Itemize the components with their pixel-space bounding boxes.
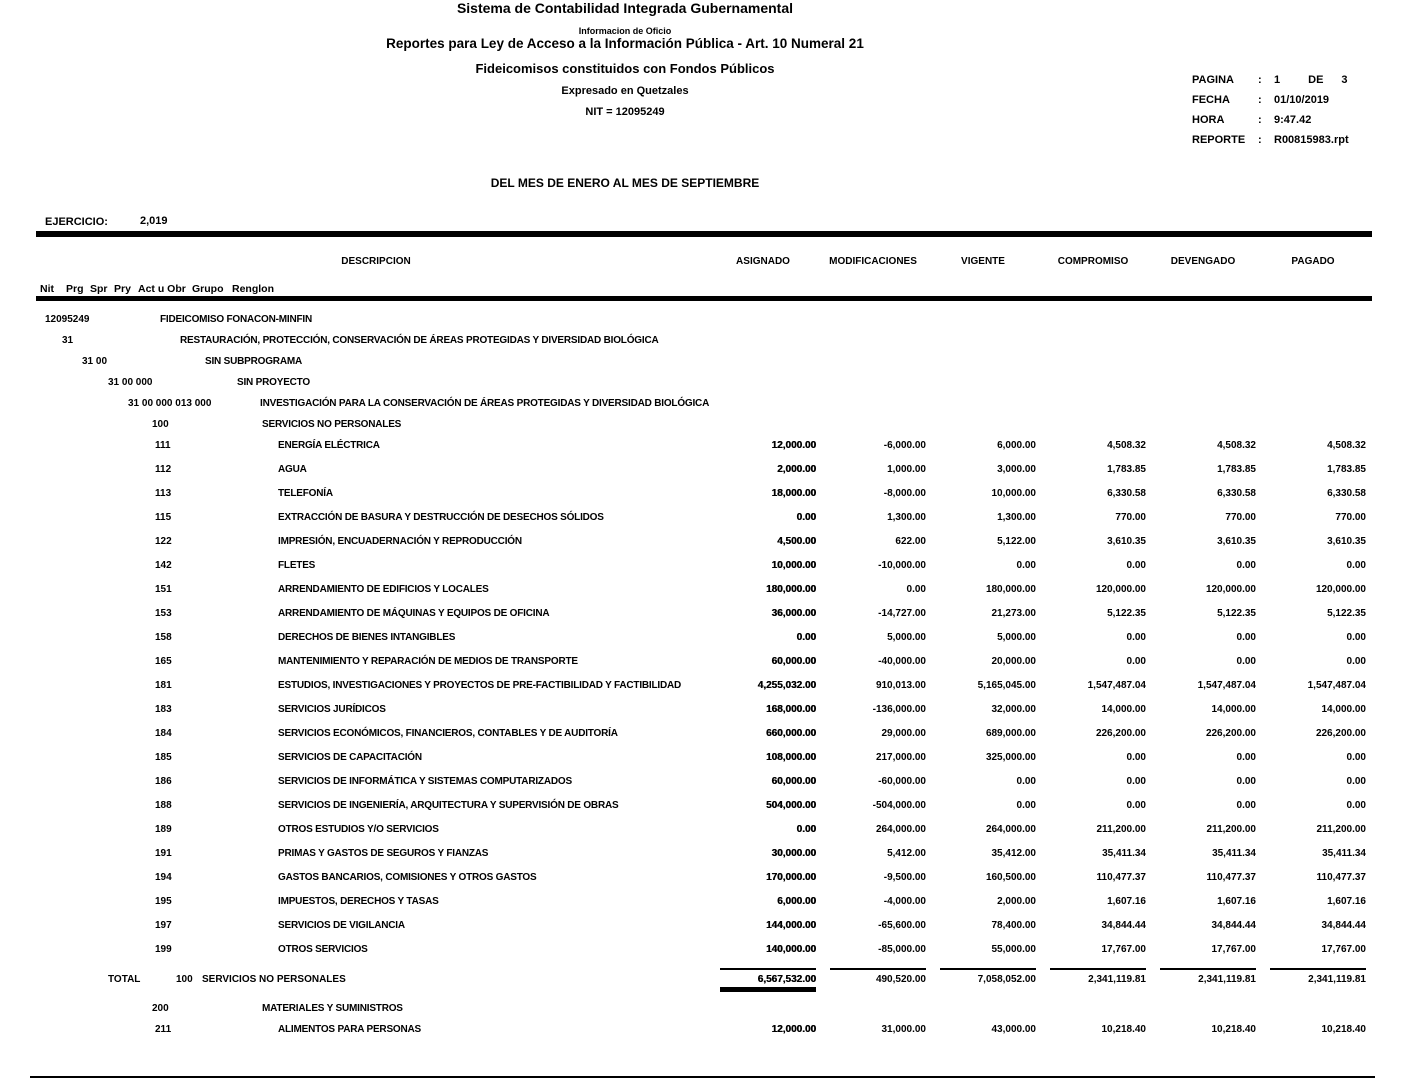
amount-modificaciones: -85,000.00 bbox=[878, 944, 926, 955]
amount-vigente: 5,122.00 bbox=[997, 536, 1036, 547]
amount-modificaciones: -60,000.00 bbox=[878, 776, 926, 787]
table-row-prg bbox=[36, 335, 1396, 346]
amount-devengado: 5,122.35 bbox=[1217, 608, 1256, 619]
amount-asignado: 660,000.00 bbox=[765, 728, 816, 739]
amount-compromiso: 6,330.58 bbox=[1107, 488, 1146, 499]
amount-devengado: 0.00 bbox=[1236, 776, 1256, 787]
report-currency-note: Expresado en Quetzales bbox=[561, 85, 689, 97]
table-row-renglon bbox=[36, 944, 1396, 955]
meta-reporte-label: REPORTE bbox=[1192, 134, 1246, 146]
table-header-row bbox=[36, 256, 1368, 267]
amount-asignado: 12,000.00 bbox=[771, 440, 816, 451]
amount-compromiso: 0.00 bbox=[1126, 632, 1146, 643]
total-amount-compromiso: 2,341,119.81 bbox=[1038, 968, 1148, 987]
row-code: 197 bbox=[155, 920, 172, 931]
amount-modificaciones: -8,000.00 bbox=[883, 488, 926, 499]
column-header-pagado: PAGADO bbox=[1291, 256, 1335, 267]
row-description: SERVICIOS DE INFORMÁTICA Y SISTEMAS COMPUTARIZADOS bbox=[278, 776, 572, 787]
row-description: PRIMAS Y GASTOS DE SEGUROS Y FIANZAS bbox=[278, 848, 489, 859]
amount-pagado: 0.00 bbox=[1346, 632, 1366, 643]
column-header-compromiso: COMPROMISO bbox=[1057, 256, 1129, 267]
amount-vigente: 35,412.00 bbox=[991, 848, 1036, 859]
table-row-grupo bbox=[36, 419, 1396, 430]
amount-compromiso: 0.00 bbox=[1126, 776, 1146, 787]
report-period: DEL MES DE ENERO AL MES DE SEPTIEMBRE bbox=[490, 176, 760, 190]
amount-compromiso: 34,844.44 bbox=[1101, 920, 1146, 931]
table-row-renglon bbox=[36, 512, 1396, 523]
amount-modificaciones: 910,013.00 bbox=[875, 680, 926, 691]
amount-devengado: 226,200.00 bbox=[1205, 728, 1256, 739]
amount-asignado: 168,000.00 bbox=[765, 704, 816, 715]
amount-vigente: 20,000.00 bbox=[991, 656, 1036, 667]
amount-vigente: 180,000.00 bbox=[985, 584, 1036, 595]
amount-compromiso: 1,783.85 bbox=[1107, 464, 1146, 475]
row-code: 195 bbox=[155, 896, 172, 907]
amount-pagado: 226,200.00 bbox=[1315, 728, 1366, 739]
report-titles bbox=[0, 0, 1250, 118]
table-row-act bbox=[36, 398, 1396, 409]
amount-vigente: 264,000.00 bbox=[985, 824, 1036, 835]
row-code: 188 bbox=[155, 800, 172, 811]
row-code: 189 bbox=[155, 824, 172, 835]
amount-asignado: 10,000.00 bbox=[771, 560, 816, 571]
table-row-renglon bbox=[36, 608, 1396, 619]
amount-vigente: 32,000.00 bbox=[991, 704, 1036, 715]
table-row-renglon bbox=[36, 872, 1396, 883]
table-row-renglon bbox=[36, 464, 1396, 475]
amount-vigente: 3,000.00 bbox=[997, 464, 1036, 475]
meta-colon: : bbox=[1258, 114, 1262, 126]
amount-devengado: 1,547,487.04 bbox=[1197, 680, 1256, 691]
row-description: FIDEICOMISO FONACON-MINFIN bbox=[160, 314, 313, 325]
column-header-devengado: DEVENGADO bbox=[1170, 256, 1236, 267]
table-row-renglon bbox=[36, 632, 1396, 643]
total-group-code: 100 bbox=[176, 974, 193, 985]
table-row-renglon bbox=[36, 680, 1396, 691]
row-description: ESTUDIOS, INVESTIGACIONES Y PROYECTOS DE PRE-FACTIBILIDAD Y FACTIBILIDAD bbox=[278, 680, 682, 691]
row-description: ALIMENTOS PARA PERSONAS bbox=[278, 1024, 422, 1035]
amount-pagado: 3,610.35 bbox=[1327, 536, 1366, 547]
report-nit: NIT = 12095249 bbox=[585, 106, 665, 118]
table-row-renglon bbox=[36, 920, 1396, 931]
amount-devengado: 0.00 bbox=[1236, 800, 1256, 811]
page-bottom-rule bbox=[30, 1076, 1375, 1078]
amount-vigente: 2,000.00 bbox=[997, 896, 1036, 907]
amount-compromiso: 14,000.00 bbox=[1101, 704, 1146, 715]
amount-devengado: 211,200.00 bbox=[1206, 824, 1256, 835]
amount-asignado: 144,000.00 bbox=[765, 920, 816, 931]
meta-hora-label: HORA bbox=[1192, 114, 1225, 126]
row-code: 199 bbox=[155, 944, 172, 955]
amount-devengado: 0.00 bbox=[1236, 752, 1256, 763]
amount-pagado: 1,547,487.04 bbox=[1307, 680, 1366, 691]
row-code: 211 bbox=[155, 1024, 172, 1035]
amount-modificaciones: -4,000.00 bbox=[883, 896, 926, 907]
meta-total-pages: 3 bbox=[1341, 74, 1348, 86]
code-header-pry: Pry bbox=[114, 283, 131, 295]
amount-devengado: 17,767.00 bbox=[1211, 944, 1256, 955]
meta-de-label: DE bbox=[1308, 74, 1324, 86]
amount-compromiso: 5,122.35 bbox=[1107, 608, 1146, 619]
code-header-grupo: Grupo bbox=[192, 283, 224, 295]
amount-modificaciones: 0.00 bbox=[906, 584, 926, 595]
row-description: INVESTIGACIÓN PARA LA CONSERVACIÓN DE ÁREAS PROTEGIDAS Y DIVERSIDAD BIOLÓGICA bbox=[260, 398, 710, 409]
meta-pagina-value: 1 DE 3 bbox=[1274, 74, 1348, 86]
amount-modificaciones: -9,500.00 bbox=[883, 872, 926, 883]
row-description: IMPRESIÓN, ENCUADERNACIÓN Y REPRODUCCIÓN bbox=[278, 536, 522, 547]
amount-modificaciones: 1,300.00 bbox=[887, 512, 926, 523]
amount-compromiso: 226,200.00 bbox=[1095, 728, 1146, 739]
row-code: 112 bbox=[155, 464, 172, 475]
amount-modificaciones: 217,000.00 bbox=[875, 752, 926, 763]
amount-devengado: 3,610.35 bbox=[1217, 536, 1256, 547]
amount-devengado: 4,508.32 bbox=[1217, 440, 1256, 451]
amount-pagado: 211,200.00 bbox=[1316, 824, 1366, 835]
table-row-renglon bbox=[36, 488, 1396, 499]
amount-modificaciones: 31,000.00 bbox=[881, 1024, 926, 1035]
amount-asignado: 36,000.00 bbox=[771, 608, 816, 619]
amount-modificaciones: 5,000.00 bbox=[887, 632, 926, 643]
row-description: ARRENDAMIENTO DE MÁQUINAS Y EQUIPOS DE OFICINA bbox=[278, 608, 550, 619]
row-description: SERVICIOS JURÍDICOS bbox=[278, 704, 386, 715]
table-row-nit bbox=[36, 314, 1396, 325]
amount-vigente: 21,273.00 bbox=[991, 608, 1036, 619]
amount-asignado: 180,000.00 bbox=[765, 584, 816, 595]
row-code: 151 bbox=[155, 584, 172, 595]
amount-pagado: 17,767.00 bbox=[1321, 944, 1366, 955]
meta-fecha bbox=[1192, 94, 1349, 106]
meta-hora-value: 9:47.42 bbox=[1274, 114, 1312, 126]
amount-pagado: 0.00 bbox=[1346, 752, 1366, 763]
amount-modificaciones: 1,000.00 bbox=[887, 464, 926, 475]
amount-modificaciones: 29,000.00 bbox=[881, 728, 926, 739]
amount-pagado: 10,218.40 bbox=[1321, 1024, 1366, 1035]
amount-pagado: 110,477.37 bbox=[1316, 872, 1366, 883]
row-code: 31 00 000 013 000 bbox=[128, 398, 212, 409]
report-subtitle-oficio: Informacion de Oficio bbox=[578, 26, 672, 36]
row-code: 142 bbox=[155, 560, 172, 571]
table-row-renglon bbox=[36, 440, 1396, 451]
ejercicio-label: EJERCICIO: bbox=[45, 216, 108, 228]
row-code: 158 bbox=[155, 632, 172, 643]
row-description: EXTRACCIÓN DE BASURA Y DESTRUCCIÓN DE DESECHOS SÓLIDOS bbox=[278, 512, 604, 523]
row-code: 186 bbox=[155, 776, 172, 787]
code-header-act-u-obr: Act u Obr bbox=[138, 283, 186, 295]
total-amount-asignado: 6,567,532.00 bbox=[708, 968, 818, 992]
amount-asignado: 4,255,032.00 bbox=[757, 680, 816, 691]
amount-modificaciones: -14,727.00 bbox=[878, 608, 926, 619]
amount-modificaciones: -40,000.00 bbox=[878, 656, 926, 667]
amount-asignado: 0.00 bbox=[796, 632, 816, 643]
amount-devengado: 0.00 bbox=[1236, 632, 1256, 643]
amount-vigente: 10,000.00 bbox=[991, 488, 1036, 499]
row-code: 191 bbox=[155, 848, 172, 859]
column-header-asignado: ASIGNADO bbox=[736, 256, 790, 267]
row-code: 31 bbox=[62, 335, 74, 346]
amount-modificaciones: -10,000.00 bbox=[878, 560, 926, 571]
amount-asignado: 0.00 bbox=[796, 824, 816, 835]
amount-devengado: 1,783.85 bbox=[1217, 464, 1256, 475]
row-code: 183 bbox=[155, 704, 172, 715]
row-code: 185 bbox=[155, 752, 172, 763]
total-amount-pagado: 2,341,119.81 bbox=[1258, 968, 1368, 987]
amount-asignado: 170,000.00 bbox=[765, 872, 816, 883]
amount-compromiso: 770.00 bbox=[1115, 512, 1146, 523]
code-header-spr: Spr bbox=[90, 283, 108, 295]
header-rule-top bbox=[36, 231, 1372, 237]
row-description: OTROS SERVICIOS bbox=[278, 944, 368, 955]
amount-devengado: 770.00 bbox=[1225, 512, 1256, 523]
amount-devengado: 0.00 bbox=[1236, 656, 1256, 667]
amount-pagado: 0.00 bbox=[1346, 776, 1366, 787]
amount-compromiso: 3,610.35 bbox=[1107, 536, 1146, 547]
row-code: 153 bbox=[155, 608, 172, 619]
table-row-grupo bbox=[36, 1003, 1396, 1014]
column-header-vigente: VIGENTE bbox=[961, 256, 1005, 267]
amount-asignado: 4,500.00 bbox=[777, 536, 816, 547]
header-rule-bottom bbox=[36, 296, 1372, 301]
amount-devengado: 110,477.37 bbox=[1206, 872, 1256, 883]
meta-colon: : bbox=[1258, 94, 1262, 106]
row-description: RESTAURACIÓN, PROTECCIÓN, CONSERVACIÓN DE ÁREAS PROTEGIDAS Y DIVERSIDAD BIOLÓGICA bbox=[180, 335, 659, 346]
amount-compromiso: 0.00 bbox=[1126, 752, 1146, 763]
amount-compromiso: 4,508.32 bbox=[1107, 440, 1146, 451]
row-description: SERVICIOS ECONÓMICOS, FINANCIEROS, CONTABLES Y DE AUDITORÍA bbox=[278, 728, 618, 739]
amount-pagado: 14,000.00 bbox=[1321, 704, 1366, 715]
total-amount-modificaciones: 490,520.00 bbox=[818, 968, 928, 987]
amount-asignado: 0.00 bbox=[796, 512, 816, 523]
row-code: 184 bbox=[155, 728, 172, 739]
amount-devengado: 0.00 bbox=[1236, 560, 1256, 571]
amount-devengado: 14,000.00 bbox=[1211, 704, 1256, 715]
row-description: SERVICIOS DE CAPACITACIÓN bbox=[278, 752, 422, 763]
report-rows bbox=[36, 310, 1396, 1048]
row-code: 113 bbox=[155, 488, 172, 499]
row-code: 200 bbox=[152, 1003, 169, 1014]
amount-compromiso: 1,547,487.04 bbox=[1087, 680, 1146, 691]
amount-vigente: 325,000.00 bbox=[985, 752, 1036, 763]
total-group-description: SERVICIOS NO PERSONALES bbox=[202, 974, 346, 985]
total-label: TOTAL bbox=[108, 974, 141, 985]
amount-devengado: 120,000.00 bbox=[1205, 584, 1256, 595]
row-code: 115 bbox=[155, 512, 172, 523]
row-description: AGUA bbox=[278, 464, 307, 475]
amount-asignado: 140,000.00 bbox=[765, 944, 816, 955]
meta-fecha-value: 01/10/2019 bbox=[1274, 94, 1330, 106]
table-row-renglon bbox=[36, 536, 1396, 547]
code-header-renglon: Renglon bbox=[232, 283, 274, 295]
meta-reporte bbox=[1192, 134, 1349, 146]
amount-pagado: 1,607.16 bbox=[1327, 896, 1366, 907]
table-row-renglon bbox=[36, 824, 1396, 835]
amount-asignado: 2,000.00 bbox=[777, 464, 816, 475]
row-code: 181 bbox=[155, 680, 172, 691]
amount-pagado: 0.00 bbox=[1346, 560, 1366, 571]
amount-pagado: 6,330.58 bbox=[1327, 488, 1366, 499]
report-title-fideicomisos: Fideicomisos constituidos con Fondos Públicos bbox=[475, 61, 775, 76]
row-code: 122 bbox=[155, 536, 172, 547]
total-row bbox=[36, 968, 1396, 992]
ejercicio-value: 2,019 bbox=[140, 215, 168, 227]
row-code: 165 bbox=[155, 656, 172, 667]
meta-colon: : bbox=[1258, 74, 1262, 86]
meta-reporte-value: R00815983.rpt bbox=[1274, 134, 1349, 146]
row-description: ARRENDAMIENTO DE EDIFICIOS Y LOCALES bbox=[278, 584, 489, 595]
amount-asignado: 504,000.00 bbox=[765, 800, 816, 811]
amount-asignado: 60,000.00 bbox=[771, 776, 816, 787]
amount-vigente: 689,000.00 bbox=[985, 728, 1036, 739]
amount-pagado: 120,000.00 bbox=[1315, 584, 1366, 595]
row-description: SERVICIOS NO PERSONALES bbox=[262, 419, 402, 430]
amount-compromiso: 35,411.34 bbox=[1102, 848, 1146, 859]
row-description: MATERIALES Y SUMINISTROS bbox=[262, 1003, 403, 1014]
table-row-renglon bbox=[36, 800, 1396, 811]
row-description: ENERGÍA ELÉCTRICA bbox=[278, 440, 380, 451]
row-description: SERVICIOS DE INGENIERÍA, ARQUITECTURA Y SUPERVISIÓN DE OBRAS bbox=[278, 800, 619, 811]
amount-devengado: 10,218.40 bbox=[1211, 1024, 1256, 1035]
amount-asignado: 30,000.00 bbox=[771, 848, 816, 859]
amount-pagado: 0.00 bbox=[1346, 800, 1366, 811]
amount-modificaciones: -504,000.00 bbox=[872, 800, 926, 811]
amount-devengado: 1,607.16 bbox=[1217, 896, 1256, 907]
row-description: SIN PROYECTO bbox=[237, 377, 310, 388]
amount-modificaciones: 5,412.00 bbox=[887, 848, 926, 859]
amount-compromiso: 10,218.40 bbox=[1101, 1024, 1146, 1035]
table-row-renglon bbox=[36, 584, 1396, 595]
row-description: SERVICIOS DE VIGILANCIA bbox=[278, 920, 405, 931]
table-row-renglon bbox=[36, 1024, 1396, 1035]
amount-vigente: 0.00 bbox=[1016, 560, 1036, 571]
row-description: TELEFONÍA bbox=[278, 488, 333, 499]
amount-modificaciones: 264,000.00 bbox=[875, 824, 926, 835]
report-title-main: Sistema de Contabilidad Integrada Gubernamental bbox=[456, 0, 794, 16]
amount-vigente: 5,000.00 bbox=[997, 632, 1036, 643]
amount-compromiso: 1,607.16 bbox=[1107, 896, 1146, 907]
table-row-spr bbox=[36, 356, 1396, 367]
amount-compromiso: 110,477.37 bbox=[1096, 872, 1146, 883]
row-description: DERECHOS DE BIENES INTANGIBLES bbox=[278, 632, 456, 643]
descripcion-column-header: DESCRIPCION bbox=[341, 256, 411, 267]
meta-pagina bbox=[1192, 74, 1349, 86]
amount-vigente: 78,400.00 bbox=[991, 920, 1036, 931]
amount-asignado: 12,000.00 bbox=[771, 1024, 816, 1035]
row-description: MANTENIMIENTO Y REPARACIÓN DE MEDIOS DE TRANSPORTE bbox=[278, 656, 578, 667]
row-code: 31 00 000 bbox=[108, 377, 153, 388]
code-header-prg: Prg bbox=[66, 283, 84, 295]
row-code: 100 bbox=[152, 419, 169, 430]
amount-pagado: 770.00 bbox=[1335, 512, 1366, 523]
amount-vigente: 5,165,045.00 bbox=[977, 680, 1036, 691]
amount-vigente: 1,300.00 bbox=[997, 512, 1036, 523]
amount-devengado: 6,330.58 bbox=[1217, 488, 1256, 499]
amount-asignado: 6,000.00 bbox=[777, 896, 816, 907]
meta-fecha-label: FECHA bbox=[1192, 94, 1230, 106]
table-row-renglon bbox=[36, 560, 1396, 571]
amount-devengado: 34,844.44 bbox=[1211, 920, 1256, 931]
table-row-renglon bbox=[36, 896, 1396, 907]
table-row-pry bbox=[36, 377, 1396, 388]
amount-modificaciones: -65,600.00 bbox=[878, 920, 926, 931]
amount-compromiso: 0.00 bbox=[1126, 560, 1146, 571]
row-description: FLETES bbox=[278, 560, 316, 571]
amount-pagado: 0.00 bbox=[1346, 656, 1366, 667]
column-header-modificaciones: MODIFICACIONES bbox=[829, 256, 917, 267]
amount-compromiso: 17,767.00 bbox=[1101, 944, 1146, 955]
row-description: SIN SUBPROGRAMA bbox=[205, 356, 303, 367]
amount-modificaciones: -6,000.00 bbox=[883, 440, 926, 451]
amount-asignado: 60,000.00 bbox=[771, 656, 816, 667]
table-row-renglon bbox=[36, 776, 1396, 787]
amount-vigente: 0.00 bbox=[1016, 776, 1036, 787]
row-code: 194 bbox=[155, 872, 172, 883]
code-header-nit: Nit bbox=[40, 283, 54, 295]
amount-pagado: 1,783.85 bbox=[1327, 464, 1366, 475]
amount-vigente: 43,000.00 bbox=[991, 1024, 1036, 1035]
total-amount-vigente: 7,058,052.00 bbox=[928, 968, 1038, 987]
row-description: OTROS ESTUDIOS Y/O SERVICIOS bbox=[278, 824, 439, 835]
amount-pagado: 4,508.32 bbox=[1327, 440, 1366, 451]
row-code: 111 bbox=[155, 440, 171, 451]
meta-colon: : bbox=[1258, 134, 1262, 146]
amount-pagado: 35,411.34 bbox=[1322, 848, 1366, 859]
amount-vigente: 0.00 bbox=[1016, 800, 1036, 811]
amount-vigente: 6,000.00 bbox=[997, 440, 1036, 451]
table-row-renglon bbox=[36, 704, 1396, 715]
table-row-renglon bbox=[36, 848, 1396, 859]
meta-hora bbox=[1192, 114, 1349, 126]
row-description: GASTOS BANCARIOS, COMISIONES Y OTROS GASTOS bbox=[278, 872, 537, 883]
amount-compromiso: 0.00 bbox=[1126, 800, 1146, 811]
table-row-renglon bbox=[36, 728, 1396, 739]
row-code: 12095249 bbox=[45, 314, 90, 325]
table-row-renglon bbox=[36, 656, 1396, 667]
total-amount-devengado: 2,341,119.81 bbox=[1148, 968, 1258, 987]
table-row-renglon bbox=[36, 752, 1396, 763]
amount-modificaciones: -136,000.00 bbox=[872, 704, 926, 715]
amount-vigente: 160,500.00 bbox=[985, 872, 1036, 883]
meta-pagina-label: PAGINA bbox=[1192, 74, 1234, 86]
report-title-ley-acceso: Reportes para Ley de Acceso a la Información Pública - Art. 10 Numeral 21 bbox=[386, 36, 864, 51]
amount-pagado: 5,122.35 bbox=[1327, 608, 1366, 619]
amount-vigente: 55,000.00 bbox=[991, 944, 1036, 955]
row-description: IMPUESTOS, DERECHOS Y TASAS bbox=[278, 896, 439, 907]
row-code: 31 00 bbox=[82, 356, 108, 367]
amount-compromiso: 0.00 bbox=[1126, 656, 1146, 667]
amount-asignado: 108,000.00 bbox=[765, 752, 816, 763]
report-meta bbox=[1192, 74, 1349, 154]
amount-compromiso: 211,200.00 bbox=[1096, 824, 1146, 835]
amount-devengado: 35,411.34 bbox=[1212, 848, 1256, 859]
amount-compromiso: 120,000.00 bbox=[1095, 584, 1146, 595]
amount-modificaciones: 622.00 bbox=[895, 536, 926, 547]
amount-asignado: 18,000.00 bbox=[771, 488, 816, 499]
amount-pagado: 34,844.44 bbox=[1321, 920, 1366, 931]
